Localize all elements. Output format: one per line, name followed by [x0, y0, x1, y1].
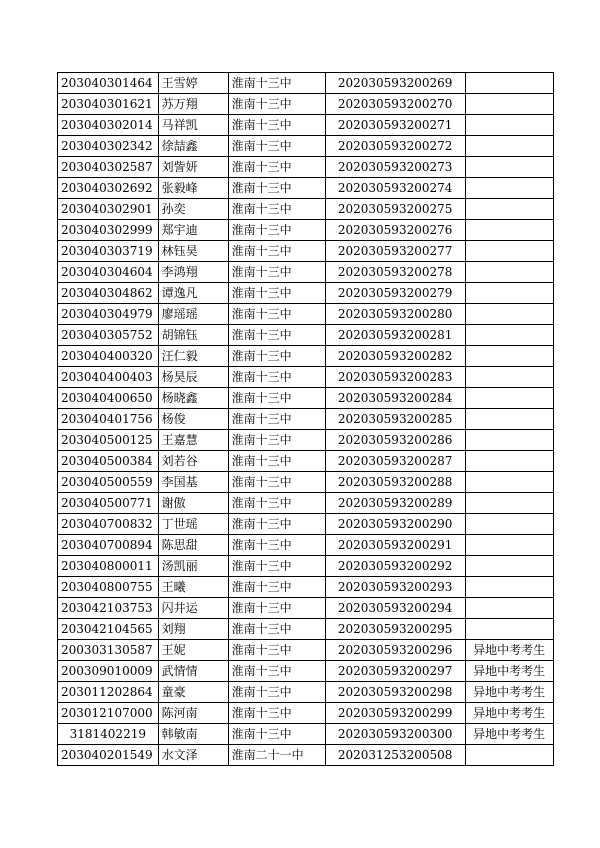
table-row	[58, 409, 554, 430]
registration-number-cell: 202030593200294	[325, 598, 465, 619]
school-cell: 淮南十三中	[228, 199, 325, 220]
exam-id-cell: 203040305752	[58, 325, 159, 346]
table-row	[58, 94, 554, 115]
school-cell: 淮南十三中	[228, 73, 325, 94]
registration-number-cell: 202030593200299	[325, 703, 465, 724]
note-cell	[465, 619, 553, 640]
note-cell	[465, 472, 553, 493]
table-row	[58, 556, 554, 577]
registration-number-cell: 202030593200281	[325, 325, 465, 346]
exam-id-cell: 200303130587	[58, 640, 159, 661]
registration-number-cell: 202030593200275	[325, 199, 465, 220]
exam-id-cell: 203040302692	[58, 178, 159, 199]
school-cell: 淮南二十一中	[228, 745, 325, 766]
student-name-cell: 孙奕	[158, 199, 228, 220]
school-cell: 淮南十三中	[228, 556, 325, 577]
exam-id-cell: 203040201549	[58, 745, 159, 766]
table-row	[58, 598, 554, 619]
student-name-cell: 丁世瑶	[158, 514, 228, 535]
exam-id-cell: 203040400650	[58, 388, 159, 409]
note-cell	[465, 346, 553, 367]
school-cell: 淮南十三中	[228, 430, 325, 451]
registration-number-cell: 202030593200269	[325, 73, 465, 94]
registration-number-cell: 202030593200276	[325, 220, 465, 241]
registration-number-cell: 202030593200286	[325, 430, 465, 451]
table-row	[58, 640, 554, 661]
school-cell: 淮南十三中	[228, 493, 325, 514]
student-name-cell: 刘翔	[158, 619, 228, 640]
exam-id-cell: 203040800011	[58, 556, 159, 577]
school-cell: 淮南十三中	[228, 115, 325, 136]
note-cell: 异地中考考生	[465, 661, 553, 682]
school-cell: 淮南十三中	[228, 367, 325, 388]
exam-id-cell: 203042103753	[58, 598, 159, 619]
registration-number-cell: 202030593200282	[325, 346, 465, 367]
registration-number-cell: 202030593200290	[325, 514, 465, 535]
table-row	[58, 283, 554, 304]
school-cell: 淮南十三中	[228, 157, 325, 178]
registration-number-cell: 202030593200295	[325, 619, 465, 640]
exam-id-cell: 203040304604	[58, 262, 159, 283]
exam-id-cell: 203040302014	[58, 115, 159, 136]
school-cell: 淮南十三中	[228, 472, 325, 493]
exam-id-cell: 203040500559	[58, 472, 159, 493]
student-name-cell: 王妮	[158, 640, 228, 661]
exam-id-cell: 203040700832	[58, 514, 159, 535]
exam-id-cell: 203040401756	[58, 409, 159, 430]
student-name-cell: 王曦	[158, 577, 228, 598]
student-name-cell: 李国基	[158, 472, 228, 493]
school-cell: 淮南十三中	[228, 388, 325, 409]
note-cell	[465, 283, 553, 304]
registration-number-cell: 202030593200274	[325, 178, 465, 199]
note-cell	[465, 157, 553, 178]
table-row	[58, 430, 554, 451]
table-row	[58, 724, 554, 745]
table-row	[58, 535, 554, 556]
registration-number-cell: 202030593200271	[325, 115, 465, 136]
student-name-cell: 武情情	[158, 661, 228, 682]
table-row	[58, 367, 554, 388]
school-cell: 淮南十三中	[228, 724, 325, 745]
note-cell: 异地中考考生	[465, 724, 553, 745]
table-row	[58, 262, 554, 283]
note-cell: 异地中考考生	[465, 640, 553, 661]
school-cell: 淮南十三中	[228, 703, 325, 724]
note-cell: 异地中考考生	[465, 682, 553, 703]
note-cell	[465, 535, 553, 556]
student-name-cell: 陈河南	[158, 703, 228, 724]
exam-id-cell: 203040302999	[58, 220, 159, 241]
table-row	[58, 745, 554, 766]
student-name-cell: 林钰昊	[158, 241, 228, 262]
table-row	[58, 346, 554, 367]
registration-number-cell: 202030593200272	[325, 136, 465, 157]
school-cell: 淮南十三中	[228, 283, 325, 304]
table-row	[58, 178, 554, 199]
table-row	[58, 703, 554, 724]
exam-id-cell: 203040800755	[58, 577, 159, 598]
exam-id-cell: 203040500771	[58, 493, 159, 514]
note-cell	[465, 493, 553, 514]
note-cell	[465, 304, 553, 325]
student-name-cell: 水文泽	[158, 745, 228, 766]
table-row	[58, 115, 554, 136]
note-cell	[465, 388, 553, 409]
table-row	[58, 136, 554, 157]
school-cell: 淮南十三中	[228, 136, 325, 157]
school-cell: 淮南十三中	[228, 640, 325, 661]
exam-id-cell: 203040400320	[58, 346, 159, 367]
student-name-cell: 谢傲	[158, 493, 228, 514]
exam-id-cell: 203040500384	[58, 451, 159, 472]
registration-number-cell: 202030593200289	[325, 493, 465, 514]
student-name-cell: 王嘉慧	[158, 430, 228, 451]
registration-number-cell: 202030593200279	[325, 283, 465, 304]
school-cell: 淮南十三中	[228, 577, 325, 598]
school-cell: 淮南十三中	[228, 451, 325, 472]
registration-number-cell: 202030593200273	[325, 157, 465, 178]
student-name-cell: 童豪	[158, 682, 228, 703]
school-cell: 淮南十三中	[228, 598, 325, 619]
exam-id-cell: 203040304862	[58, 283, 159, 304]
note-cell	[465, 136, 553, 157]
note-cell	[465, 115, 553, 136]
registration-number-cell: 202030593200288	[325, 472, 465, 493]
student-name-cell: 胡锦钰	[158, 325, 228, 346]
student-name-cell: 廖瑶瑶	[158, 304, 228, 325]
exam-id-cell: 203040400403	[58, 367, 159, 388]
student-name-cell: 汤凯丽	[158, 556, 228, 577]
exam-id-cell: 203040301464	[58, 73, 159, 94]
note-cell	[465, 598, 553, 619]
student-name-cell: 杨俊	[158, 409, 228, 430]
student-name-cell: 闪井运	[158, 598, 228, 619]
school-cell: 淮南十三中	[228, 514, 325, 535]
registration-number-cell: 202030593200287	[325, 451, 465, 472]
student-name-cell: 刘訾妍	[158, 157, 228, 178]
registration-number-cell: 202030593200284	[325, 388, 465, 409]
table-row	[58, 304, 554, 325]
student-name-cell: 汪仁毅	[158, 346, 228, 367]
school-cell: 淮南十三中	[228, 94, 325, 115]
student-name-cell: 张毅峰	[158, 178, 228, 199]
exam-id-cell: 203040302901	[58, 199, 159, 220]
exam-id-cell: 3181402219	[58, 724, 159, 745]
table-row	[58, 325, 554, 346]
note-cell	[465, 73, 553, 94]
exam-id-cell: 203040303719	[58, 241, 159, 262]
exam-id-cell: 200309010009	[58, 661, 159, 682]
school-cell: 淮南十三中	[228, 661, 325, 682]
registration-number-cell: 202030593200280	[325, 304, 465, 325]
registration-number-cell: 202030593200291	[325, 535, 465, 556]
school-cell: 淮南十三中	[228, 346, 325, 367]
note-cell	[465, 577, 553, 598]
table-row	[58, 682, 554, 703]
student-name-cell: 杨昊辰	[158, 367, 228, 388]
exam-id-cell: 203040301621	[58, 94, 159, 115]
note-cell	[465, 241, 553, 262]
registration-number-cell: 202030593200285	[325, 409, 465, 430]
note-cell: 异地中考考生	[465, 703, 553, 724]
note-cell	[465, 556, 553, 577]
table-body	[58, 73, 554, 766]
note-cell	[465, 199, 553, 220]
table-row	[58, 661, 554, 682]
exam-id-cell: 203040700894	[58, 535, 159, 556]
registration-number-cell: 202031253200508	[325, 745, 465, 766]
exam-id-cell: 203012107000	[58, 703, 159, 724]
school-cell: 淮南十三中	[228, 682, 325, 703]
school-cell: 淮南十三中	[228, 619, 325, 640]
note-cell	[465, 451, 553, 472]
student-name-cell: 杨晓鑫	[158, 388, 228, 409]
school-cell: 淮南十三中	[228, 304, 325, 325]
registration-number-cell: 202030593200300	[325, 724, 465, 745]
registration-number-cell: 202030593200293	[325, 577, 465, 598]
student-name-cell: 韩敏南	[158, 724, 228, 745]
student-name-cell: 李鸿翔	[158, 262, 228, 283]
table-row	[58, 241, 554, 262]
student-name-cell: 徐喆鑫	[158, 136, 228, 157]
exam-id-cell: 203011202864	[58, 682, 159, 703]
note-cell	[465, 745, 553, 766]
school-cell: 淮南十三中	[228, 535, 325, 556]
school-cell: 淮南十三中	[228, 325, 325, 346]
table-row	[58, 157, 554, 178]
exam-id-cell: 203040302342	[58, 136, 159, 157]
note-cell	[465, 430, 553, 451]
table-row	[58, 388, 554, 409]
student-name-cell: 郑宇迪	[158, 220, 228, 241]
table-row	[58, 472, 554, 493]
registration-number-cell: 202030593200297	[325, 661, 465, 682]
note-cell	[465, 367, 553, 388]
note-cell	[465, 262, 553, 283]
table-row	[58, 73, 554, 94]
registration-number-cell: 202030593200270	[325, 94, 465, 115]
exam-id-cell: 203040302587	[58, 157, 159, 178]
school-cell: 淮南十三中	[228, 409, 325, 430]
student-name-cell: 陈思甜	[158, 535, 228, 556]
school-cell: 淮南十三中	[228, 241, 325, 262]
note-cell	[465, 409, 553, 430]
registration-number-cell: 202030593200296	[325, 640, 465, 661]
student-table	[57, 72, 554, 766]
table-row	[58, 577, 554, 598]
table-row	[58, 199, 554, 220]
table-row	[58, 619, 554, 640]
registration-number-cell: 202030593200292	[325, 556, 465, 577]
registration-number-cell: 202030593200277	[325, 241, 465, 262]
table-row	[58, 451, 554, 472]
note-cell	[465, 325, 553, 346]
table-row	[58, 493, 554, 514]
table-row	[58, 514, 554, 535]
school-cell: 淮南十三中	[228, 262, 325, 283]
student-name-cell: 马祥凯	[158, 115, 228, 136]
registration-number-cell: 202030593200298	[325, 682, 465, 703]
table-row	[58, 220, 554, 241]
registration-number-cell: 202030593200283	[325, 367, 465, 388]
note-cell	[465, 178, 553, 199]
school-cell: 淮南十三中	[228, 178, 325, 199]
exam-id-cell: 203040500125	[58, 430, 159, 451]
student-name-cell: 谭逸凡	[158, 283, 228, 304]
student-name-cell: 刘若谷	[158, 451, 228, 472]
note-cell	[465, 514, 553, 535]
exam-id-cell: 203040304979	[58, 304, 159, 325]
note-cell	[465, 220, 553, 241]
exam-id-cell: 203042104565	[58, 619, 159, 640]
registration-number-cell: 202030593200278	[325, 262, 465, 283]
note-cell	[465, 94, 553, 115]
student-name-cell: 苏万翔	[158, 94, 228, 115]
student-name-cell: 王雪婷	[158, 73, 228, 94]
school-cell: 淮南十三中	[228, 220, 325, 241]
